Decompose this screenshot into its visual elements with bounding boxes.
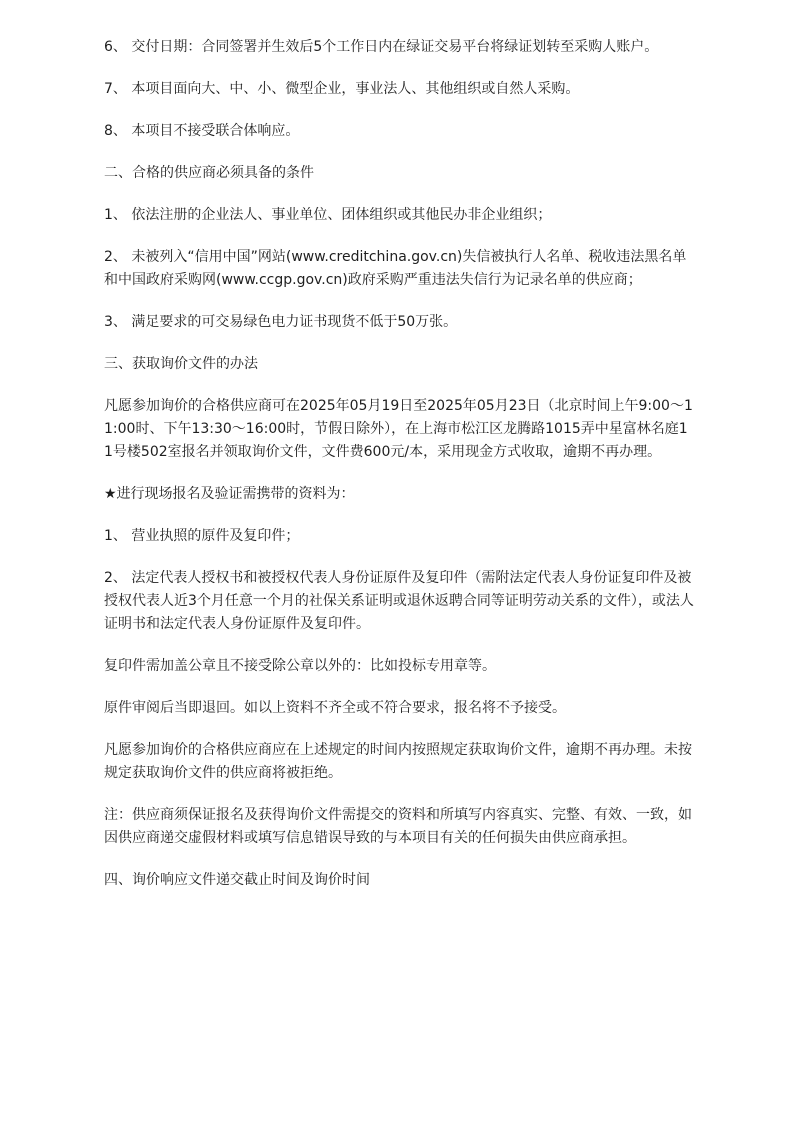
required-materials-heading: ★进行现场报名及验证需携带的资料为： <box>104 486 355 502</box>
material-item-2: 2、 法定代表人授权书和被授权代表人身份证原件及复印件（需附法定代表人身份证复印件及被授权代表人近3个月任意一个月的社保关系证明或退休返聘合同等证明劳动关系的文件），或法人证明书和法定代表人身份证原件及复印件。 <box>104 570 694 632</box>
material-item-1: 1、 营业执照的原件及复印件； <box>104 528 300 544</box>
section-heading-qualifications: 二、合格的供应商必须具备的条件 <box>104 165 314 181</box>
qualification-item-1: 1、 依法注册的企业法人、事业单位、团体组织或其他民办非企业组织； <box>104 207 552 223</box>
seal-requirement-paragraph: 复印件需加盖公章且不接受除公章以外的：比如投标专用章等。 <box>104 658 496 674</box>
no-consortium-paragraph: 8、 本项目不接受联合体响应。 <box>104 123 300 139</box>
qualification-item-3: 3、 满足要求的可交易绿色电力证书现货不低于50万张。 <box>104 314 458 330</box>
document-body <box>104 36 696 911</box>
section-heading-obtain-documents: 三、获取询价文件的办法 <box>104 356 258 372</box>
section-heading-submission-deadline: 四、询价响应文件递交截止时间及询价时间 <box>104 872 370 888</box>
delivery-date-paragraph: 6、 交付日期：合同签署并生效后5个工作日内在绿证交易平台将绿证划转至采购人账户。 <box>104 39 659 55</box>
originals-return-paragraph: 原件审阅后当即退回。如以上资料不齐全或不符合要求，报名将不予接受。 <box>104 700 566 716</box>
supplier-note-paragraph: 注：供应商须保证报名及获得询价文件需提交的资料和所填写内容真实、完整、有效、一致，如因供应商递交虚假材料或填写信息错误导致的与本项目有关的任何损失由供应商承担。 <box>104 807 692 846</box>
target-enterprises-paragraph: 7、 本项目面向大、中、小、微型企业，事业法人、其他组织或自然人采购。 <box>104 81 580 97</box>
qualification-item-2: 2、 未被列入“信用中国”网站(www.creditchina.gov.cn)失信被执行人名单、税收违法黑名单和中国政府采购网(www.ccgp.gov.cn)政府采购严重违法失信行为记录名单的供应商； <box>104 249 687 288</box>
deadline-notice-paragraph: 凡愿参加询价的合格供应商应在上述规定的时间内按照规定获取询价文件，逾期不再办理。未按规定获取询价文件的供应商将被拒绝。 <box>104 742 692 781</box>
registration-details-paragraph: 凡愿参加询价的合格供应商可在2025年05月19日至2025年05月23日（北京时间上午9:00～11:00时、下午13:30～16:00时，节假日除外），在上海市松江区龙腾路1015弄中星富林名庭11号楼502室报名并领取询价文件，文件费600元/本，采用现金方式收取，逾期不再办理。 <box>104 398 693 460</box>
